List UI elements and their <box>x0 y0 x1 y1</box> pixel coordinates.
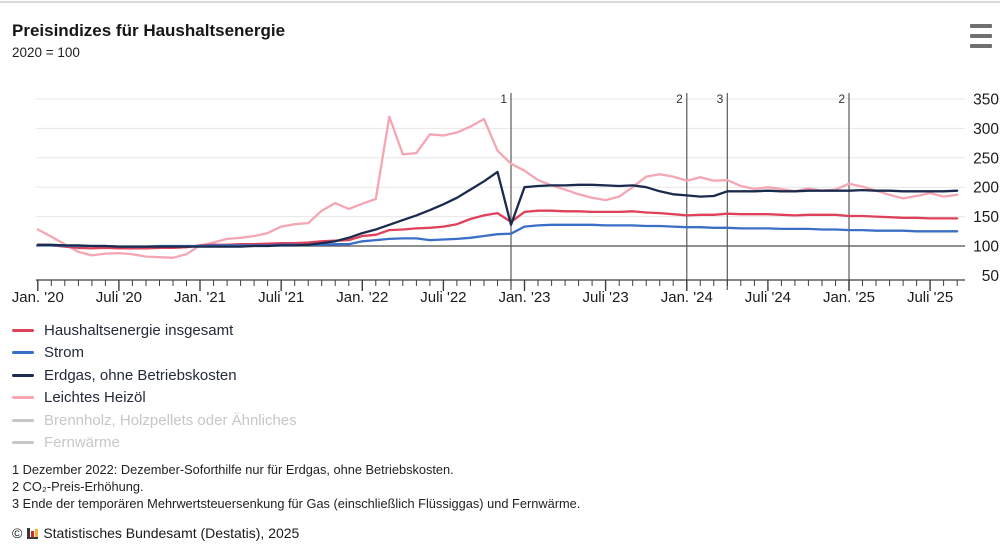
x-tick-label: Jan. '25 <box>822 289 876 306</box>
legend-swatch-icon <box>12 419 34 422</box>
series-line[interactable] <box>38 172 957 247</box>
y-tick-label: 350 <box>973 91 999 109</box>
legend-swatch-icon <box>12 441 34 444</box>
footnote: 3 Ende der temporären Mehrwertsteuersenkung für Gas (einschließlich Flüssiggas) und Fernwärme. <box>12 496 581 511</box>
annotation-label: 3 <box>716 92 724 106</box>
chart-menu-button[interactable] <box>966 23 996 49</box>
legend-label: Leichtes Heizöl <box>44 389 146 407</box>
x-tick-label: Juli '24 <box>744 289 792 306</box>
annotation-label: 1 <box>500 92 507 106</box>
x-tick-label: Jan. '22 <box>336 289 389 306</box>
chart-subtitle: 2020 = 100 <box>12 45 80 60</box>
footnotes <box>12 461 580 512</box>
legend-label: Erdgas, ohne Betriebskosten <box>44 366 237 384</box>
y-tick-label: 100 <box>973 238 999 256</box>
y-tick-label: 250 <box>973 150 999 168</box>
source-text: Statistisches Bundesamt (Destatis), 2025 <box>43 525 300 541</box>
legend-label: Haushaltsenergie insgesamt <box>44 321 234 339</box>
legend-item[interactable] <box>12 342 297 365</box>
legend-item[interactable] <box>12 432 297 455</box>
hamburger-icon <box>970 24 992 28</box>
legend-label: Strom <box>44 344 85 362</box>
price-index-chart <box>0 85 1000 310</box>
legend-swatch-icon <box>12 329 34 332</box>
x-tick-label: Jan. '21 <box>173 289 227 306</box>
hamburger-icon <box>970 34 992 38</box>
y-tick-label: 200 <box>973 179 999 197</box>
chart-canvas <box>0 85 1000 310</box>
x-tick-label: Juli '25 <box>906 289 954 306</box>
x-tick-label: Jan. '23 <box>498 289 551 306</box>
footnote: 2 CO₂-Preis-Erhöhung. <box>12 479 144 494</box>
chart-legend <box>12 319 297 454</box>
legend-swatch-icon <box>12 396 34 399</box>
copyright-symbol: © <box>12 525 23 541</box>
legend-item[interactable] <box>12 409 297 432</box>
hamburger-icon <box>970 44 992 48</box>
x-tick-label: Juli '23 <box>582 289 629 306</box>
annotation-label: 2 <box>676 92 683 106</box>
legend-item[interactable] <box>12 319 297 342</box>
series-line[interactable] <box>38 225 957 247</box>
legend-item[interactable] <box>12 387 297 410</box>
annotation-label: 2 <box>838 92 845 106</box>
x-tick-label: Jan. '20 <box>11 289 64 306</box>
y-tick-label: 50 <box>981 267 999 285</box>
x-tick-label: Juli '22 <box>420 289 467 306</box>
y-tick-label: 150 <box>973 209 999 227</box>
y-tick-label: 300 <box>973 120 999 138</box>
top-divider <box>0 1 1000 3</box>
legend-swatch-icon <box>12 351 34 354</box>
x-tick-label: Jan. '24 <box>660 289 713 306</box>
legend-label: Fernwärme <box>44 434 120 452</box>
legend-swatch-icon <box>12 374 34 377</box>
destatis-barchart-icon <box>27 527 38 539</box>
legend-label: Brennholz, Holzpellets oder Ähnliches <box>44 411 297 429</box>
legend-item[interactable] <box>12 364 297 387</box>
chart-title: Preisindizes für Haushaltsenergie <box>12 21 286 40</box>
x-tick-label: Juli '20 <box>95 289 143 306</box>
source-line <box>12 525 299 541</box>
x-tick-label: Juli '21 <box>258 289 305 306</box>
footnote: 1 Dezember 2022: Dezember-Soforthilfe nur für Erdgas, ohne Betriebskosten. <box>12 462 454 477</box>
